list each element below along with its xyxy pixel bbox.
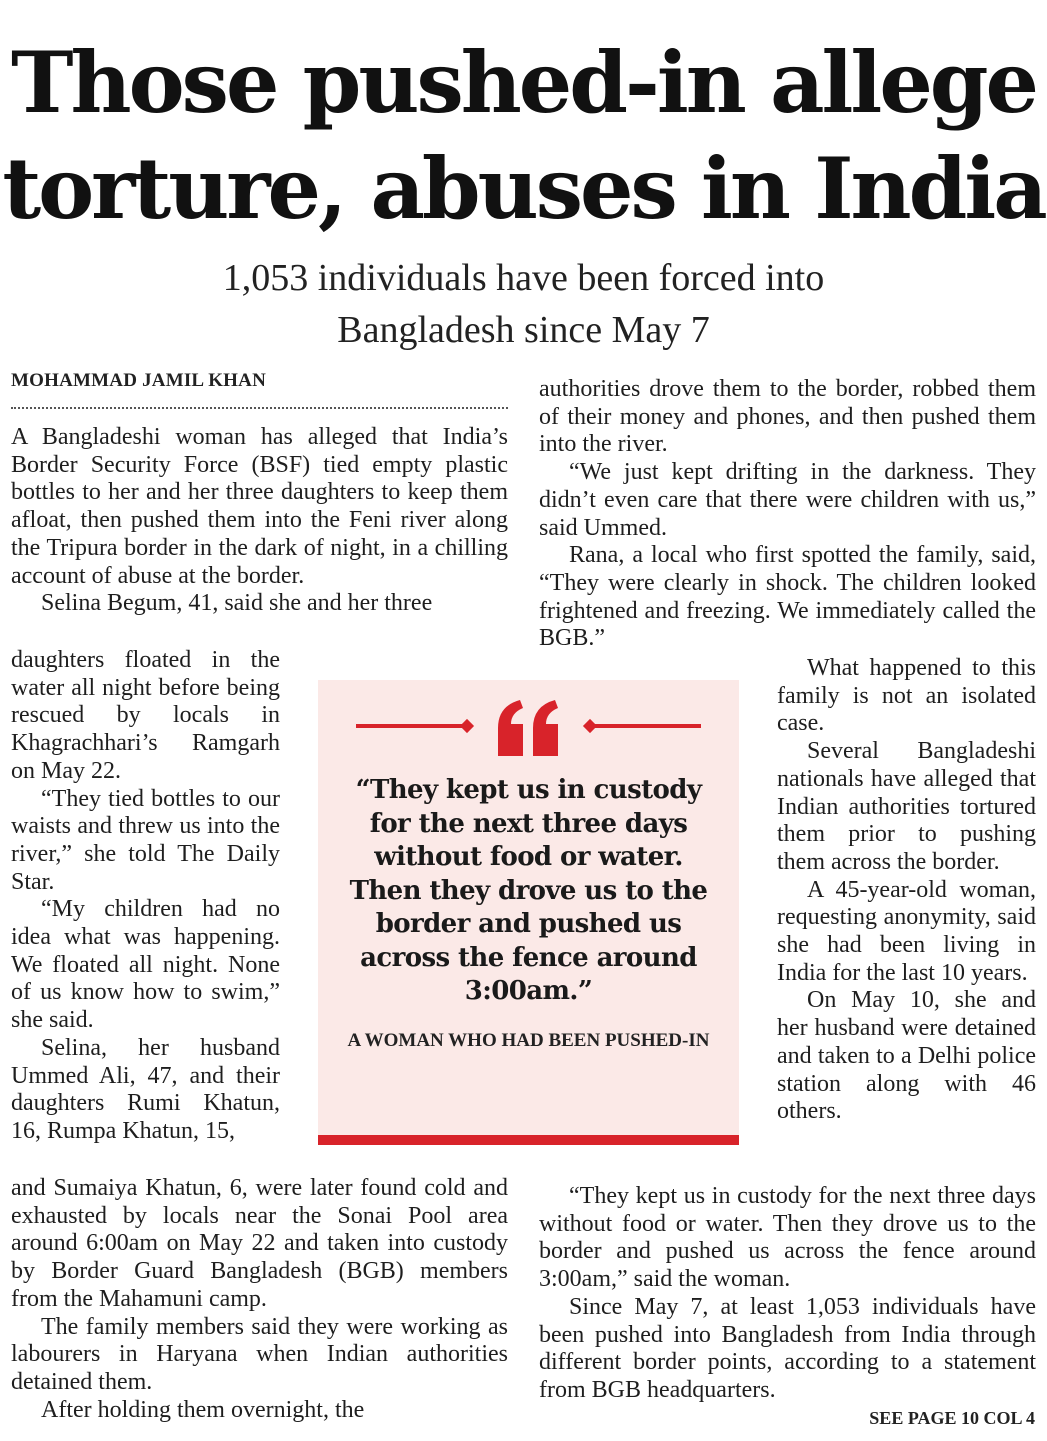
paragraph: A Bangladeshi woman has alleged that India’s Border Security Force (BSF) tied empty plastic bottles to her and her three daughters to keep them afloat, then pushed them into the Feni river along the Tripura border in the dark of night, in a chilling account of abuse at the border. xyxy=(11,424,508,589)
paragraph: “We just kept drifting in the darkness. They didn’t even care that there were children with us,” said Ummed. xyxy=(539,459,1036,541)
pull-quote xyxy=(318,680,739,1145)
quote-mark-icon xyxy=(494,698,562,756)
subheadline xyxy=(0,252,1047,356)
headline xyxy=(0,30,1047,242)
column-2-top xyxy=(539,376,1036,653)
byline: MOHAMMAD JAMIL KHAN xyxy=(11,370,266,391)
paragraph: “They kept us in custody for the next three days without food or water. Then they drove us to the border and pushed us across the fence around 3:00am,” said the woman. xyxy=(539,1183,1036,1293)
paragraph: authorities drove them to the border, robbed them of their money and phones, and then pushed them into the river. xyxy=(539,376,1036,458)
paragraph: “They tied bottles to our waists and threw us into the river,” she told The Daily Star. xyxy=(11,785,280,895)
subhead-line-1: 1,053 individuals have been forced into xyxy=(222,257,825,299)
quote-rule-left xyxy=(356,724,468,728)
byline-divider xyxy=(11,407,508,409)
paragraph: daughters floated in the water all night before being rescued by locals in Khagrachhari’s Ramgarh on May 22. xyxy=(11,647,280,784)
column-2-bottom xyxy=(539,1183,1036,1405)
paragraph: and Sumaiya Khatun, 6, were later found cold and exhausted by locals near the Sonai Pool area around 6:00am on May 22 and taken into custody by Border Guard Bangladesh (BGB) members from the Mahamuni camp. xyxy=(11,1175,508,1312)
subhead-line-2: Bangladesh since May 7 xyxy=(337,309,710,351)
pull-quote-text: “They kept us in custody for the next three days without food or water. Then they drove us to the border and pushed us across the fence around 3:00am.” xyxy=(349,775,708,1006)
pull-quote-attribution: A WOMAN WHO HAD BEEN PUSHED-IN xyxy=(347,1030,710,1051)
paragraph: After holding them overnight, the xyxy=(41,1396,365,1423)
paragraph: Since May 7, at least 1,053 individuals have been pushed into Bangladesh from India through different border points, according to a statement from BGB headquarters. xyxy=(539,1293,1036,1403)
paragraph: Several Bangladeshi nationals have alleged that Indian authorities tortured them prior to pushing them across the border. xyxy=(777,738,1036,875)
paragraph: On May 10, she and her husband were detained and taken to a Delhi police station along with 46 others. xyxy=(777,987,1036,1125)
column-2-narrow xyxy=(777,655,1036,1126)
paragraph: “My children had no idea what was happening. We floated all night. None of us know how to swim,” she said. xyxy=(11,896,280,1034)
headline-line-2: torture, abuses in India xyxy=(2,139,1045,238)
column-1-narrow xyxy=(11,647,280,1146)
quote-bottom-rule xyxy=(318,1135,739,1145)
column-1-bottom xyxy=(11,1175,508,1424)
continuation-note[interactable]: SEE PAGE 10 COL 4 xyxy=(869,1408,1035,1428)
paragraph: A 45-year-old woman, requesting anonymity, said she had been living in India for the last 10 years. xyxy=(777,876,1036,986)
paragraph: Rana, a local who first spotted the family, said, “They were clearly in shock. The children looked frightened and freezing. We immediately called the BGB.” xyxy=(539,542,1036,652)
column-1-top xyxy=(11,424,508,618)
paragraph: Selina Begum, 41, said she and her three xyxy=(41,590,433,617)
quote-rule-right xyxy=(589,724,701,728)
paragraph: The family members said they were working as labourers in Haryana when Indian authorities detained them. xyxy=(11,1313,508,1395)
paragraph: What happened to this family is not an isolated case. xyxy=(777,655,1036,737)
headline-line-1: Those pushed-in allege xyxy=(11,33,1036,132)
paragraph: Selina, her husband Ummed Ali, 47, and their daughters Rumi Khatun, 16, Rumpa Khatun, 15, xyxy=(11,1034,280,1144)
